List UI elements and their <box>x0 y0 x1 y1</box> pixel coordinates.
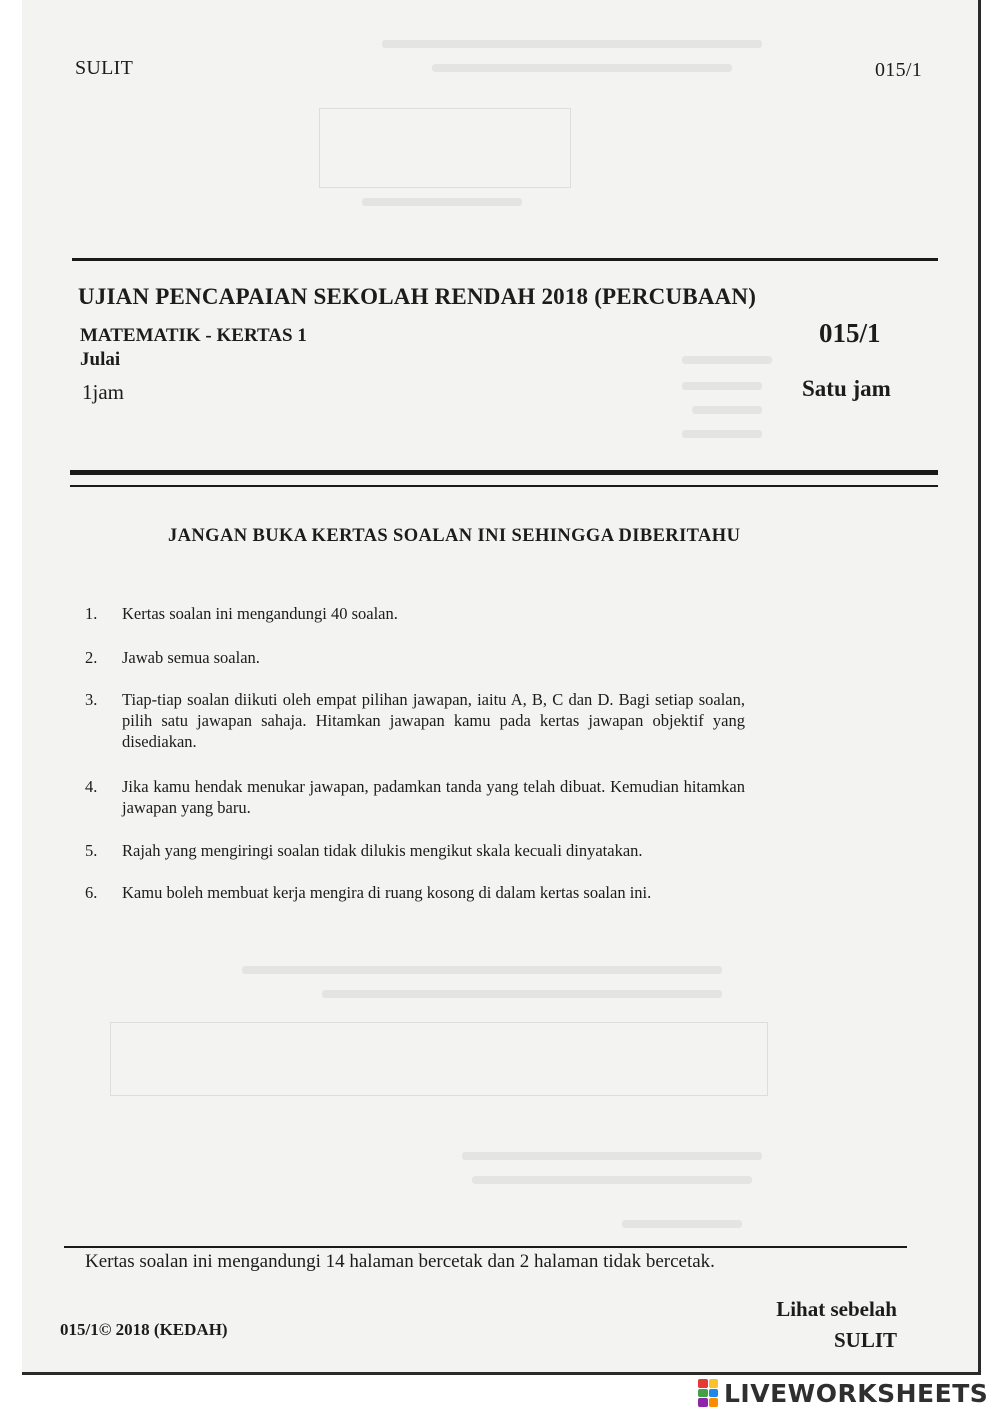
instruction-number: 2. <box>85 648 98 667</box>
show-through-line <box>472 1176 752 1184</box>
show-through-box <box>319 108 571 188</box>
instruction-item <box>85 689 745 752</box>
logo-square <box>709 1398 719 1407</box>
instruction-text: Kertas soalan ini mengandungi 40 soalan. <box>122 604 398 623</box>
logo-square <box>709 1379 719 1388</box>
instruction-item <box>85 882 745 903</box>
instruction-text: Tiap-tiap soalan diikuti oleh empat pilihan jawapan, iaitu A, B, C dan D. Bagi setiap soalan, pilih satu jawapan sahaja. Hitamkan jawapan kamu pada kertas jawapan objektif yang disediakan. <box>122 690 745 751</box>
show-through-line <box>362 198 522 206</box>
liveworksheets-logo-icon <box>698 1379 718 1407</box>
logo-square <box>698 1389 708 1398</box>
show-through-line <box>682 382 762 390</box>
instruction-number: 4. <box>85 777 98 796</box>
instruction-text: Rajah yang mengiringi soalan tidak dilukis mengikut skala kecuali dinyatakan. <box>122 841 643 860</box>
security-mark-top: SULIT <box>75 57 134 79</box>
header-top-rule <box>72 258 938 261</box>
logo-square <box>698 1379 708 1388</box>
instruction-text: Jika kamu hendak menukar jawapan, padamkan tanda yang telah dibuat. Kemudian hitamkan jawapan yang baru. <box>122 777 745 817</box>
copyright-footer: 015/1© 2018 (KEDAH) <box>60 1320 228 1339</box>
show-through-line <box>322 990 722 998</box>
exam-subject: MATEMATIK - KERTAS 1 <box>80 325 307 346</box>
paper-code-top: 015/1 <box>875 59 923 81</box>
show-through-line <box>682 356 772 364</box>
show-through-line <box>432 64 732 72</box>
show-through-line <box>622 1220 742 1228</box>
instruction-text: Kamu boleh membuat kerja mengira di ruang kosong di dalam kertas soalan ini. <box>122 883 652 902</box>
show-through-line <box>692 406 762 414</box>
liveworksheets-wordmark: LIVEWORKSHEETS <box>724 1378 989 1408</box>
instruction-item <box>85 840 745 861</box>
instruction-item <box>85 647 745 668</box>
exam-paper-code: 015/1 <box>819 318 881 348</box>
bottom-rule <box>64 1246 907 1248</box>
header-bottom-rule-thin <box>70 485 938 487</box>
exam-title: UJIAN PENCAPAIAN SEKOLAH RENDAH 2018 (PERCUBAAN) <box>78 284 757 309</box>
instruction-number: 6. <box>85 883 98 902</box>
page-count-note: Kertas soalan ini mengandungi 14 halaman bercetak dan 2 halaman tidak bercetak. <box>85 1251 715 1272</box>
turn-over-label: Lihat sebelah <box>776 1297 897 1321</box>
instruction-number: 5. <box>85 841 98 860</box>
show-through-table <box>110 1022 768 1096</box>
exam-month: Julai <box>80 349 121 370</box>
instruction-number: 3. <box>85 690 98 709</box>
logo-square <box>698 1398 708 1407</box>
logo-square <box>709 1389 719 1398</box>
instruction-item <box>85 776 745 818</box>
warning-heading: JANGAN BUKA KERTAS SOALAN INI SEHINGGA DIBERITAHU <box>168 526 741 546</box>
exam-duration-long: Satu jam <box>802 376 891 401</box>
show-through-line <box>242 966 722 974</box>
exam-cover-page <box>22 0 981 1375</box>
security-mark-bottom: SULIT <box>833 1328 897 1352</box>
instruction-number: 1. <box>85 604 98 623</box>
instruction-item <box>85 603 745 624</box>
show-through-line <box>682 430 762 438</box>
show-through-line <box>382 40 762 48</box>
show-through-line <box>462 1152 762 1160</box>
header-bottom-rule-thick <box>70 470 938 475</box>
exam-duration-short: 1jam <box>82 380 124 404</box>
instruction-text: Jawab semua soalan. <box>122 648 260 667</box>
liveworksheets-watermark <box>698 1376 988 1410</box>
